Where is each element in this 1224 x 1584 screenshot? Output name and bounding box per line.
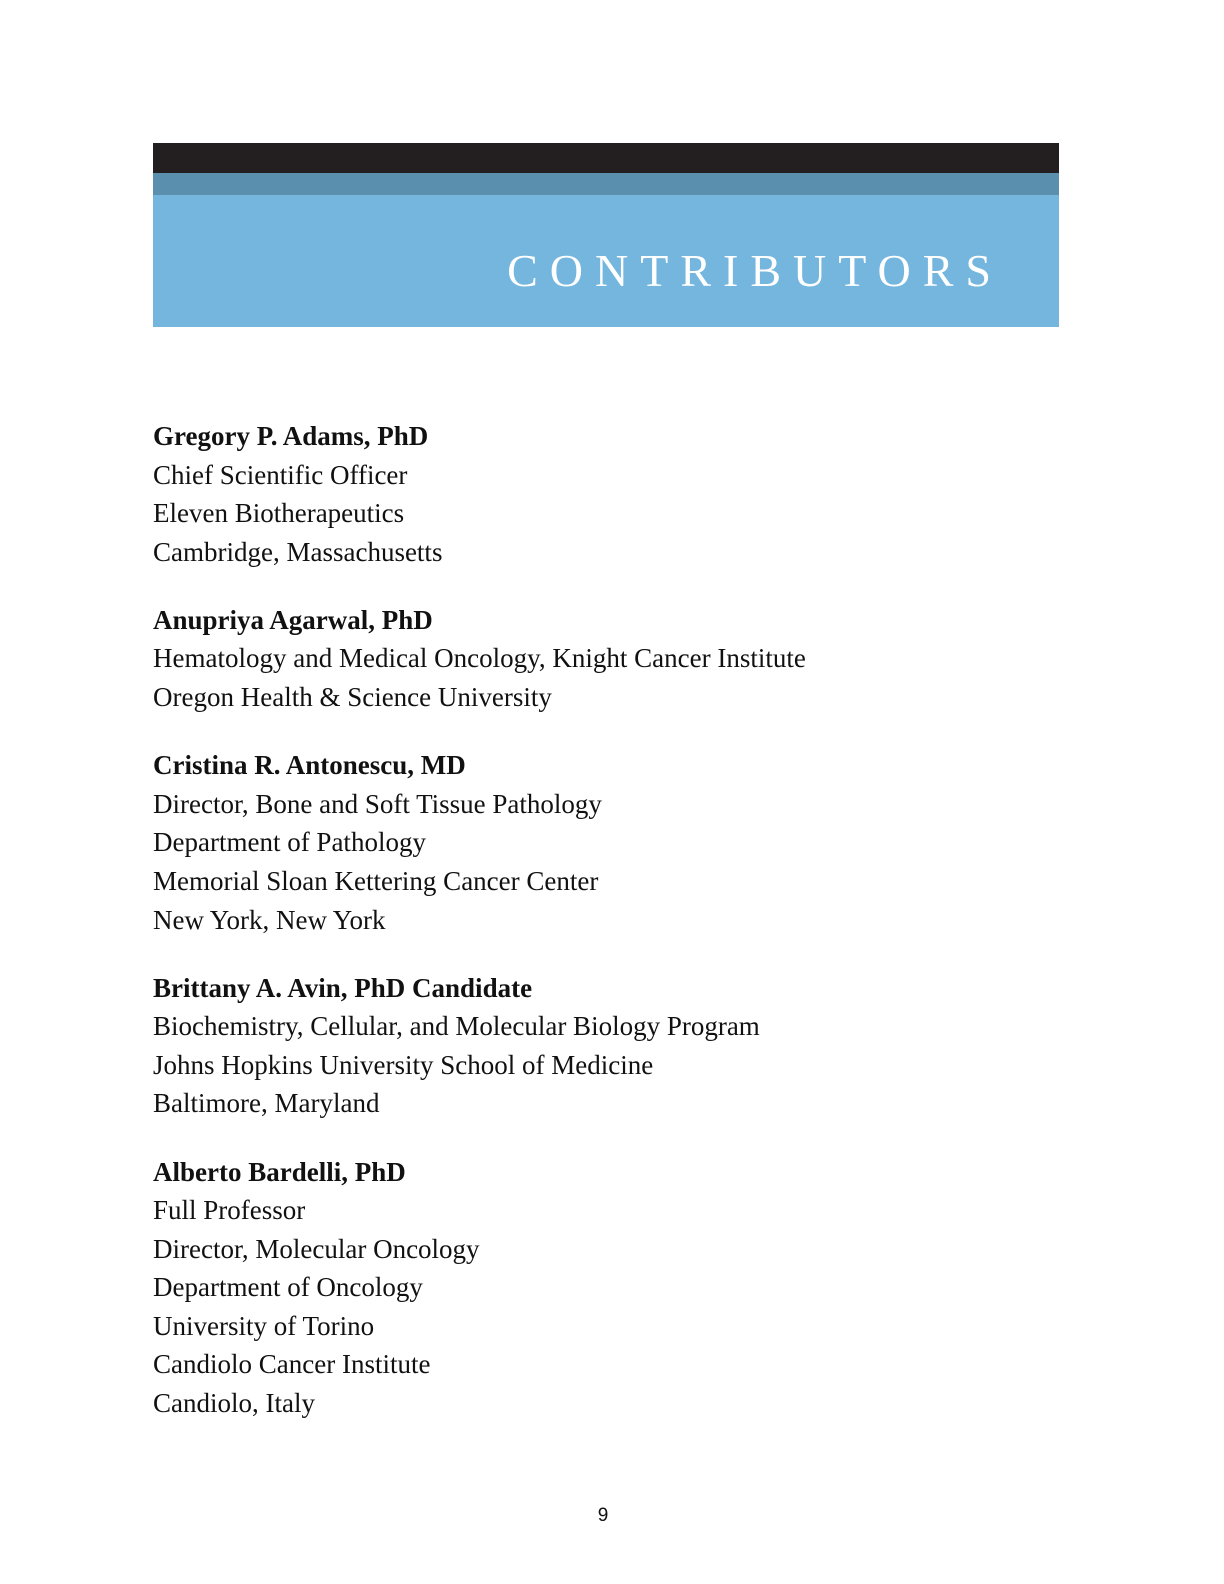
affiliation-line: Johns Hopkins University School of Medicine xyxy=(153,1049,654,1080)
affiliation-line: Oregon Health & Science University xyxy=(153,682,552,713)
affiliation-line: Department of Pathology xyxy=(153,827,426,858)
affiliation-line: Candiolo Cancer Institute xyxy=(153,1349,431,1380)
affiliation-line: Eleven Biotherapeutics xyxy=(153,498,405,529)
header-mid-stripe xyxy=(153,173,1059,195)
contributor-list xyxy=(153,417,1073,1452)
contributor-entry xyxy=(153,1153,1073,1423)
affiliation-line: Hematology and Medical Oncology, Knight Cancer Institute xyxy=(153,643,806,674)
affiliation-line: Chief Scientific Officer xyxy=(153,459,408,490)
affiliation-line: Department of Oncology xyxy=(153,1272,423,1303)
contributor-entry xyxy=(153,601,1073,717)
page-number: 9 xyxy=(597,1505,609,1526)
affiliation-line: Memorial Sloan Kettering Cancer Center xyxy=(153,865,599,896)
contributor-name: Cristina R. Antonescu, MD xyxy=(153,750,466,781)
contributor-name: Gregory P. Adams, PhD xyxy=(153,421,429,451)
header-band xyxy=(153,143,1059,327)
header-dark-stripe xyxy=(153,143,1059,173)
affiliation-line: Baltimore, Maryland xyxy=(153,1088,380,1119)
affiliation-line: Full Professor xyxy=(153,1195,306,1226)
affiliation-line: Biochemistry, Cellular, and Molecular Biology Program xyxy=(153,1011,760,1042)
contributor-entry xyxy=(153,417,1073,571)
affiliation-line: Cambridge, Massachusetts xyxy=(153,536,443,567)
affiliation-line: Candiolo, Italy xyxy=(153,1388,315,1419)
affiliation-line: Director, Molecular Oncology xyxy=(153,1233,480,1264)
affiliation-line: Director, Bone and Soft Tissue Pathology xyxy=(153,788,602,819)
contributor-name: Brittany A. Avin, PhD Candidate xyxy=(153,972,533,1003)
affiliation-line: New York, New York xyxy=(153,904,386,935)
contributor-entry xyxy=(153,969,1073,1123)
contributor-name: Alberto Bardelli, PhD xyxy=(153,1156,406,1187)
page-title: CONTRIBUTORS xyxy=(507,245,1003,296)
contributor-name: Anupriya Agarwal, PhD xyxy=(153,604,433,635)
contributor-entry xyxy=(153,746,1073,939)
affiliation-line: University of Torino xyxy=(153,1310,375,1341)
